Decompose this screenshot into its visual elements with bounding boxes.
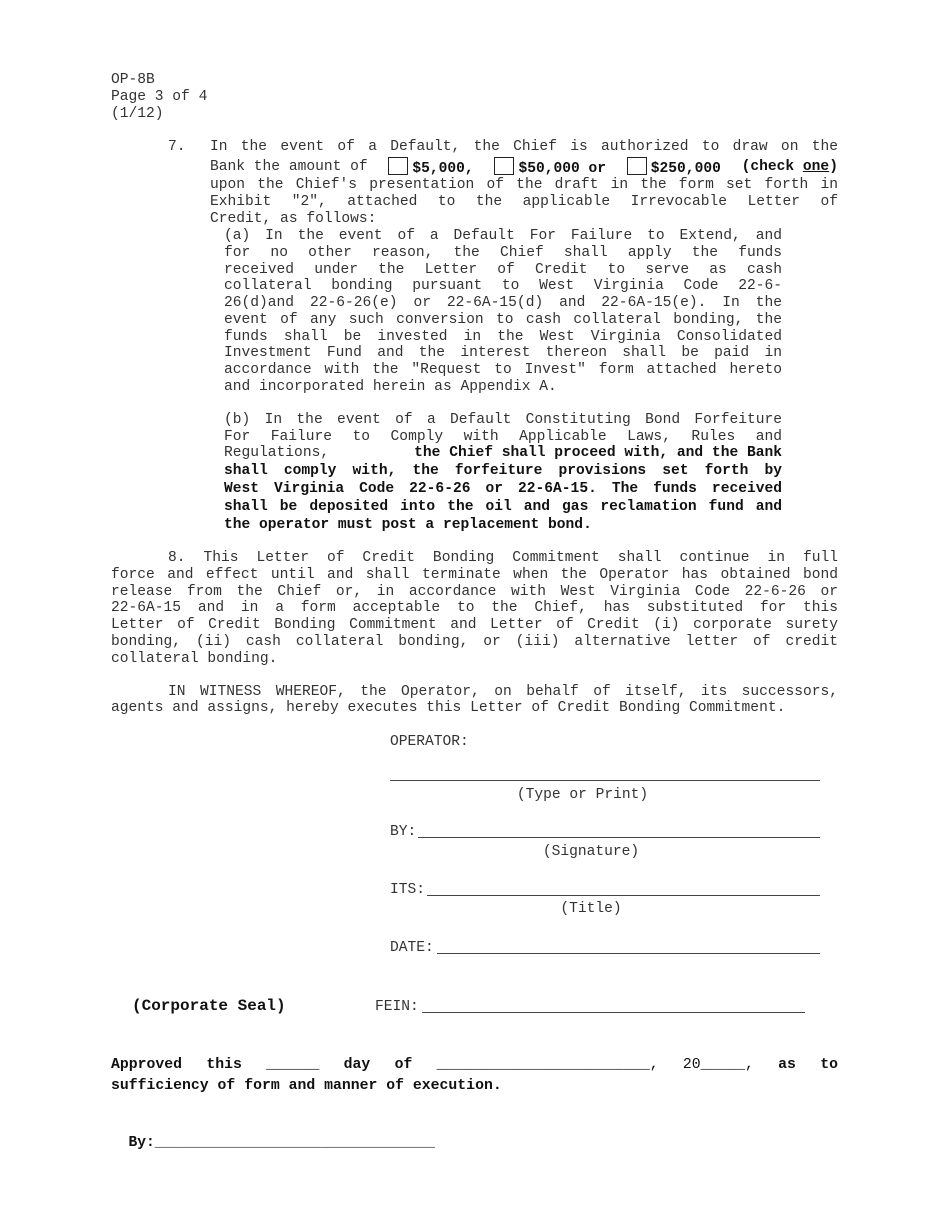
para7b-bold-line: shall comply with, the forfeiture provisions set forth by: [224, 463, 782, 479]
para7b-line2: For Failure to Comply with Applicable Laws, Rules and: [224, 429, 782, 445]
para7a-line: received under the Letter of Credit to serve as cash: [224, 262, 782, 278]
checkbox-5000[interactable]: [388, 157, 408, 175]
para7a-line: 26(d)and 22-6-26(e) or 22-6A-15(d) and 22-6A-15(e). In the: [224, 295, 782, 311]
para7-line1: In the event of a Default, the Chief is authorized to draw on the: [210, 139, 838, 155]
amount-option-5000[interactable]: $5,000,: [388, 157, 473, 179]
check-one-note: (check one): [741, 159, 838, 175]
witness-line1: IN WITNESS WHEREOF, the Operator, on behalf of itself, its successors,: [168, 684, 838, 700]
para7b-line1: (b) In the event of a Default Constituting Bond Forfeiture: [224, 412, 782, 428]
checkbox-50000[interactable]: [494, 157, 514, 175]
para8-line: force and effect until and shall terminate when the Operator has obtained bond: [111, 567, 838, 583]
title-caption: (Title): [560, 901, 622, 917]
fein-label: FEIN:: [375, 999, 419, 1015]
para7b-line3: [224, 445, 782, 462]
para7b-line3-bold: the Chief shall proceed with, and the Bank: [414, 445, 782, 461]
para7a-line: accordance with the "Request to Invest" form attached hereto: [224, 362, 782, 378]
approval-by-line[interactable]: ________________________________: [154, 1135, 436, 1151]
checkbox-250000[interactable]: [627, 157, 647, 175]
para8-line: bonding, (ii) cash collateral bonding, or (iii) alternative letter of credit: [111, 634, 838, 650]
its-label: ITS:: [390, 882, 426, 898]
page-number: Page 3 of 4: [111, 89, 208, 105]
approval-by-label: By:: [128, 1135, 155, 1151]
para7a-line: and incorporated herein as Appendix A.: [224, 379, 557, 395]
signature-line[interactable]: [418, 837, 820, 838]
date-line[interactable]: [437, 953, 820, 954]
amount-option-50000[interactable]: $50,000 or: [494, 157, 606, 179]
date-label: DATE:: [390, 940, 434, 956]
approval-line1: Approved this ______ day of ________________________, 20_____, as to: [111, 1057, 838, 1073]
para7b-line3-normal: Regulations,: [224, 445, 330, 461]
para7a-line: collateral bonding pursuant to West Virginia Code 22-6-: [224, 278, 782, 294]
fein-line[interactable]: [422, 1012, 805, 1013]
amount-option-250000[interactable]: $250,000: [627, 157, 721, 179]
para7-line5: Credit, as follows:: [210, 211, 377, 227]
amount-selector: [210, 157, 838, 179]
para7a-line: Investment Fund and the interest thereon shall be paid in: [224, 345, 782, 361]
amount-label: Bank the amount of: [210, 159, 368, 175]
para7a-line: (a) In the event of a Default For Failure to Extend, and: [224, 228, 782, 244]
operator-name-line[interactable]: [390, 780, 820, 781]
para8-line: release from the Chief or, in accordance with West Virginia Code 22-6-26 or: [111, 584, 838, 600]
para7-number: 7.: [168, 139, 186, 155]
para7-line4: Exhibit "2", attached to the applicable Irrevocable Letter of: [210, 194, 838, 210]
witness-line2: agents and assigns, hereby executes this Letter of Credit Bonding Commitment.: [111, 700, 786, 716]
operator-label: OPERATOR:: [390, 734, 469, 750]
signature-caption: (Signature): [542, 844, 640, 860]
para8-last-line: collateral bonding.: [111, 651, 278, 667]
para8-line: 22-6A-15 and in a form acceptable to the Chief, has substituted for this: [111, 600, 838, 616]
title-line[interactable]: [427, 895, 820, 896]
para7-line3: upon the Chief's presentation of the draft in the form set forth in: [210, 177, 838, 193]
para8-line: Letter of Credit Bonding Commitment and Letter of Credit (i) corporate surety: [111, 617, 838, 633]
para7a-line: for no other reason, the Chief shall apply the funds: [224, 245, 782, 261]
para7a-line: event of any such conversion to cash collateral bonding, the: [224, 312, 782, 328]
approval-line2: sufficiency of form and manner of execution.: [111, 1078, 502, 1094]
form-revision: (1/12): [111, 106, 164, 122]
corporate-seal: (Corporate Seal): [132, 997, 286, 1015]
approval-by: [111, 1116, 435, 1152]
para8-line: 8. This Letter of Credit Bonding Commitment shall continue in full: [168, 550, 838, 566]
para7b-bold-line: West Virginia Code 22-6-26 or 22-6A-15. The funds received: [224, 481, 782, 497]
para7b-bold-line: shall be deposited into the oil and gas reclamation fund and: [224, 499, 782, 515]
type-or-print-caption: (Type or Print): [516, 787, 649, 803]
by-label: BY:: [390, 824, 417, 840]
para7a-line: funds shall be invested in the West Virginia Consolidated: [224, 329, 782, 345]
form-id: OP-8B: [111, 72, 155, 88]
para7b-bold-line: the operator must post a replacement bond.: [224, 517, 592, 533]
